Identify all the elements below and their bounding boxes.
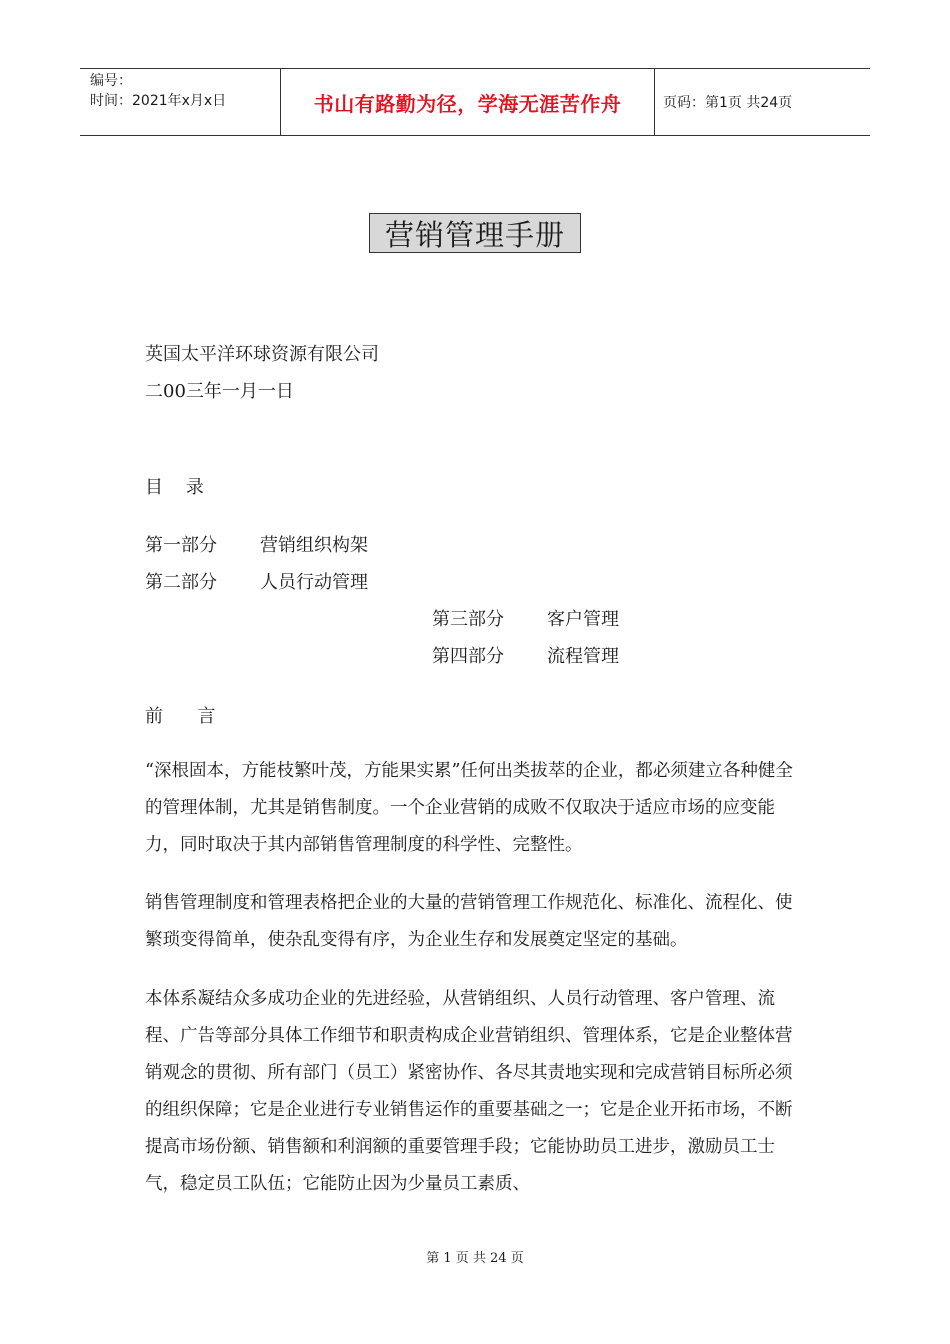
toc-item[interactable] [432, 605, 619, 631]
number-label: 编号： [90, 73, 132, 89]
toc-item[interactable] [145, 531, 368, 557]
header-meta [80, 69, 281, 135]
toc-heading: 目 录 [145, 477, 204, 498]
preface-paragraph: 本体系凝结众多成功企业的先进经验，从营销组织、人员行动管理、客户管理、流程、广告等部分具体工作细节和职责构成企业营销组织、管理体系，它是企业整体营销观念的贯彻、所有部门（员工）紧密协作、各尽其责地实现和完成营销目标所必须的组织保障；它是企业进行专业销售运作的重要基础之一；它是企业开拓市场，不断提高市场份额、销售额和利润额的重要管理手段；它能协助员工进步，激励员工士气，稳定员工队伍；它能防止因为少量员工素质、 [145, 989, 793, 1194]
toc-item-title: 流程管理 [547, 646, 619, 667]
toc-item-title: 人员行动管理 [260, 572, 368, 593]
toc-item-title: 营销组织构架 [260, 535, 368, 556]
document-title: 营销管理手册 [369, 213, 581, 253]
toc-item[interactable] [145, 568, 368, 594]
toc-item-number: 第四部分 [432, 646, 504, 667]
company-name: 英国太平洋环球资源有限公司 [145, 344, 379, 365]
preface-paragraph: “深根固本，方能枝繁叶茂，方能果实累”任何出类拔萃的企业，都必须建立各种健全的管理体制，尤其是销售制度。一个企业营销的成败不仅取决于适应市场的应变能力，同时取决于其内部销售管理制度的科学性、完整性。 [145, 761, 793, 855]
header-table [80, 68, 870, 136]
toc-item-title: 客户管理 [547, 609, 619, 630]
toc-item-number: 第二部分 [145, 572, 217, 593]
preface-heading: 前 言 [145, 706, 216, 727]
toc-item-number: 第一部分 [145, 535, 217, 556]
header-page-info: 页码：第1页 共24页 [663, 95, 793, 111]
document-date: 二00三年一月一日 [145, 381, 294, 402]
time-label: 时间：2021年x月x日 [90, 93, 227, 109]
toc-item[interactable] [432, 642, 619, 668]
page-footer: 第 1 页 共 24 页 [426, 1251, 524, 1266]
preface-paragraph: 销售管理制度和管理表格把企业的大量的营销管理工作规范化、标准化、流程化、使繁琐变得简单，使杂乱变得有序，为企业生存和发展奠定坚定的基础。 [145, 893, 793, 950]
toc-item-number: 第三部分 [432, 609, 504, 630]
header-motto: 书山有路勤为径，学海无涯苦作舟 [281, 69, 655, 135]
